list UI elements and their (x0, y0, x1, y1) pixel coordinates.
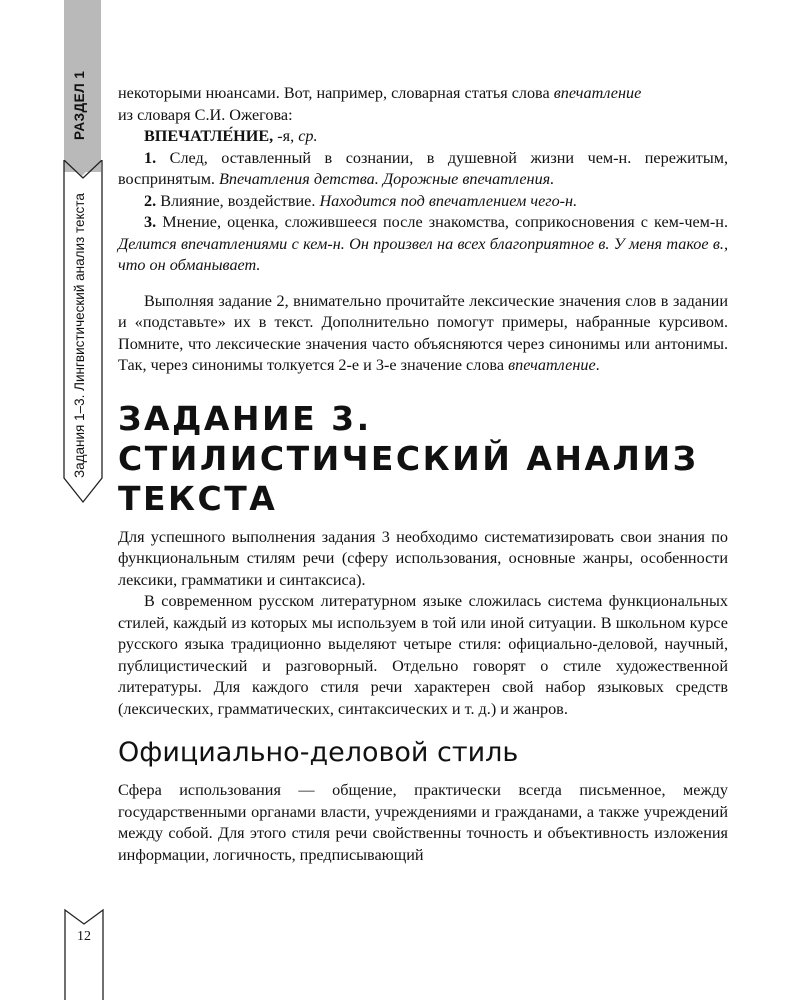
intro-paragraph: некоторыми нюансами. Вот, например, словарная статья слова впечатление из словаря С.И. Ожегова: (118, 84, 642, 124)
official-style-heading: Официально-деловой стиль (118, 737, 519, 768)
page-number: 12 (77, 929, 91, 944)
dictionary-sense-3: 3. Мнение, оценка, сложившееся после знакомства, соприкосновения с кем-чем-н. Делится впечатлениями с кем-н. Он произвел на всех благоприятное в. У меня такое в., что он обманывает. (118, 213, 728, 274)
paragraph-intro-task3: Для успешного выполнения задания 3 необходимо систематизировать свои знания по функциональным стилям речи (сферу использования, основные жанры, особенности лексики, грамматики и синтаксиса). (118, 527, 728, 589)
paragraph-styles: В современном русском литературном языке сложилась система функциональных стилей, каждый из которых мы используем в той или иной ситуации. В школьном курсе русского языка традиционно выделяют четыре стиля: официально-деловой, научный, публицистический и разговорный. Отдельно говорят о стиле художественной литературы. Для каждого стиля речи характерен свой набор языковых средств (лексических, грамматических, синтаксических и т. д.) и жанров. (118, 592, 728, 718)
dictionary-sense-2: 2. Влияние, воздействие. Находится под впечатлением чего-н. (144, 191, 578, 210)
task3-heading: ЗАДАНИЕ 3. СТИЛИСТИЧЕСКИЙ АНАЛИЗ ТЕКСТА (118, 398, 699, 518)
page-number-tab (64, 908, 104, 1000)
paragraph-task2: Выполняя задание 2, внимательно прочитайте лексические значения слов в задании и «подставьте» их в текст. Дополнительно помогут примеры, набранные курсивом. Помните, что лексические значения часто объясняются через синонимы или антонимы. Так, через синонимы толкуется 2-е и 3-е значение слова впечатление. (118, 291, 728, 374)
dictionary-sense-1: 1. След, оставленный в сознании, в душевной жизни чем-н. пережитым, воспринятым. Впечатления детства. Дорожные впечатления. (118, 148, 728, 188)
paragraph-official-style: Сфера использования — общение, практически всегда письменное, между государственными органами власти, учреждениями и гражданами, а также учреждений между собой. Для этого стиля речи свойственны точность и объективность изложения информации, логичность, предписывающий (118, 781, 728, 864)
entry-headword: ВПЕЧАТЛЕ́НИЕ, (144, 127, 274, 145)
chapter-label: Задания 1–3. Лингвистический анализ текста (72, 193, 87, 478)
main-text (118, 83, 728, 866)
dictionary-entry-head: ВПЕЧАТЛЕ́НИЕ, -я, ср. (144, 127, 318, 145)
section-label: РАЗДЕЛ 1 (72, 70, 87, 140)
